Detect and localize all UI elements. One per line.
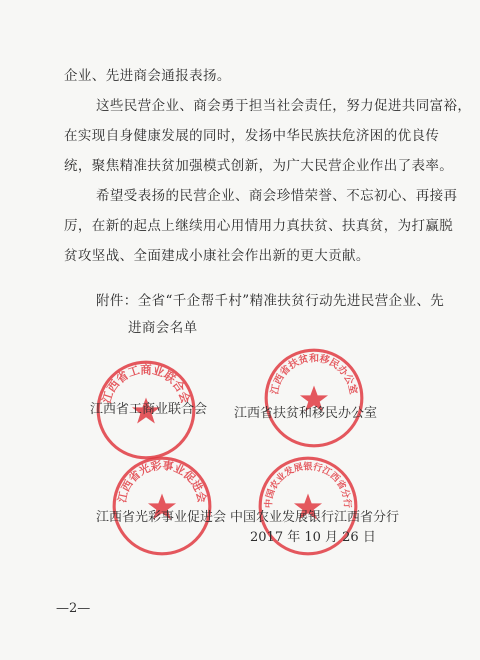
signature-org-4: 中国农业发展银行江西省分行: [230, 510, 400, 525]
signature-date: 2017 年 10 月 26 日: [250, 530, 376, 545]
signature-org-3: 江西省光彩事业促进会: [96, 510, 227, 525]
attachment-line-1: 附件：全省“千企帮千村”精准扶贫行动先进民营企业、先: [96, 293, 445, 309]
seal-fupin-yimin: [262, 346, 366, 450]
body-line-3: 在实现自身健康发展的同时，发扬中华民族扶危济困的优良传: [64, 128, 440, 144]
body-line-2: 这些民营企业、商会勇于担当社会责任，努力促进共同富裕，: [96, 98, 472, 114]
svg-text:中国农业发展银行江西省分行: 中国农业发展银行江西省分行: [263, 461, 353, 509]
body-line-5: 希望受表扬的民营企业、商会珍惜荣誉、不忘初心、再接再: [96, 188, 458, 204]
body-line-4: 统，聚焦精准扶贫加强模式创新，为广大民营企业作出了表率。: [64, 158, 454, 174]
body-line-7: 贫攻坚战、全面建成小康社会作出新的更大贡献。: [64, 248, 370, 264]
page-number: —2—: [56, 601, 91, 616]
signature-org-2: 江西省扶贫和移民办公室: [234, 406, 378, 421]
signature-org-1: 江西省工商业联合会: [90, 402, 208, 417]
attachment-line-2: 进商会名单: [128, 320, 198, 336]
svg-text:江西省工商业联合会: 江西省工商业联合会: [99, 362, 193, 405]
body-line-6: 厉，在新的起点上继续用心用情用力真扶贫、扶真贫，为打赢脱: [64, 218, 454, 234]
svg-text:江西省扶贫和移民办公室: 江西省扶贫和移民办公室: [269, 353, 359, 396]
svg-text:江西省光彩事业促进会: 江西省光彩事业促进会: [115, 458, 209, 504]
body-line-1: 企业、先进商会通报表扬。: [64, 68, 231, 84]
seal-guangcai: [110, 454, 214, 558]
